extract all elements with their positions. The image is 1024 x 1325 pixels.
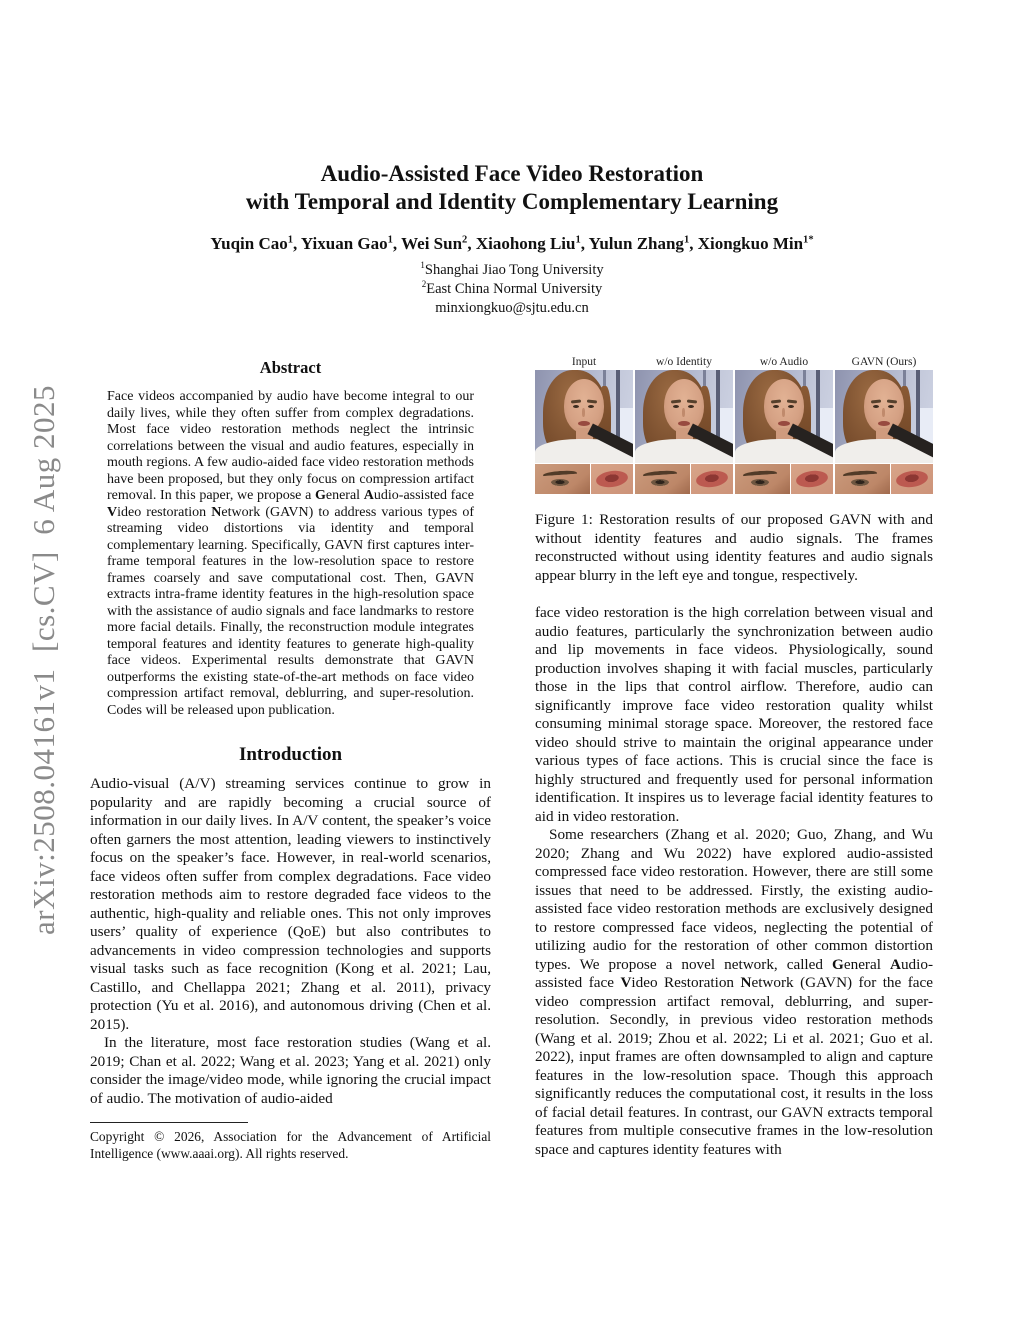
panel-label-wo-audio: w/o Audio — [759, 356, 809, 368]
figure-panel-gavn-ours — [835, 370, 933, 494]
figure-panel-input — [535, 370, 633, 494]
zoom-crops — [635, 464, 733, 494]
face-image — [735, 370, 833, 463]
right-column — [535, 356, 933, 1159]
panel-label-gavn-ours: GAVN (Ours) — [851, 356, 917, 368]
face-image — [835, 370, 933, 463]
zoom-crops — [835, 464, 933, 494]
zoom-crops — [535, 464, 633, 494]
paper-title — [0, 160, 1024, 216]
face-image — [535, 370, 633, 463]
body-paragraph-some-researchers: Some researchers (Zhang et al. 2020; Guo, Zhang, and Wu 2020; Zhang and Wu 2022) have explored audio-assisted compressed face video restoration. However, there are still some issues that need to be addressed. Firstly, the existing audio-assisted face video restoration methods are exclusively designed to restore compressed face videos, neglecting the potential of utilizing audio for the restoration of other common distortion types. We propose a novel network, called General Audio-assisted face Video Restoration Network (GAVN) for the face video compression artifact removal, deblurring, and super-resolution. Secondly, in previous video restoration methods (Wang et al. 2019; Zhou et al. 2022; Li et al. 2021; Guo et al. 2022), input frames are often downsampled to align and capture features in the low-resolution space. Though this approach significantly reduces the computational cost, it results in the loss of facial detail features. In contrast, our GAVN extracts temporal features from multiple consecutive frames in the low-resolution space and captures identity features with — [535, 826, 934, 1158]
paper-header — [0, 160, 1024, 318]
lip-crop — [591, 464, 633, 494]
zoom-crops — [735, 464, 833, 494]
abstract-text: Face videos accompanied by audio have become integral to our daily lives, while they often suffer from complex degradations. Most face video restoration methods neglect the intrinsic correlations between the visual and audio features, especially in mouth regions. A few audio-aided face video restoration methods have been proposed, but they only focus on compression artifact removal. In this paper, we propose a General Audio-assisted face Video restoration Network (GAVN) to address various types of streaming video distortions via identity and temporal complementary learning. Specifically, GAVN first captures inter-frame temporal features in the low-resolution space to restore frames coarsely and save computational cost. Then, GAVN extracts intra-frame identity features in the high-resolution space with the assistance of audio signals and face landmarks to restore more facial details. Finally, the reconstruction module integrates temporal features and identity features to generate high-quality face videos. Experimental results demonstrate that GAVN outperforms the existing state-of-the-art methods on face video compression artifact removal, deblurring, and super-resolution. Codes will be released upon publication. — [107, 389, 474, 718]
contact-email: minxiongkuo@sjtu.edu.cn — [435, 300, 589, 316]
authors-line: Yuqin Cao$^1$, Yixuan Gao$^1$, Wei Sun$^2$, Xiaohong Liu$^1$, Yulun Zhang$^1$, Xiongkuo Min$^{1*}$ — [210, 234, 814, 253]
eye-crop — [735, 464, 790, 494]
eye-crop — [635, 464, 690, 494]
arxiv-watermark: arXiv:2508.04161v1 [cs.CV] 6 Aug 2025 — [26, 385, 61, 935]
affiliation-1: $^1$Shanghai Jiao Tong University — [420, 260, 604, 278]
abstract-heading: Abstract — [259, 358, 322, 377]
figure-1-caption: Figure 1: Restoration results of our proposed GAVN with and without identity features and audio signals. The frames reconstructed without using identity features and audio signals appear blurry in the left eye and tongue, respectively. — [535, 511, 933, 584]
figure-1-labels — [535, 356, 933, 368]
figure-panel-wo-identity — [635, 370, 733, 494]
face-image — [635, 370, 733, 463]
lip-crop — [791, 464, 833, 494]
lip-crop — [691, 464, 733, 494]
paper-title-line2: with Temporal and Identity Complementary Learning — [245, 189, 779, 214]
copyright-footnote: Copyright © 2026, Association for the Advancement of Artificial Intelligence (www.aaai.org). All rights reserved. — [90, 1129, 491, 1161]
panel-label-wo-identity: w/o Identity — [656, 356, 712, 368]
affiliations — [0, 261, 1024, 318]
lip-crop — [891, 464, 933, 494]
figure-panel-wo-audio — [735, 370, 833, 494]
footnote-rule — [90, 1122, 248, 1123]
eye-crop — [835, 464, 890, 494]
body-paragraph-continuation: face video restoration is the high correlation between visual and audio features, particularly the synchronization between audio and lip movements in face videos. Physiologically, sound production involves shaping it with facial muscles, particularly those in the lips that control airflow. Therefore, audio can significantly improve face video restoration quality whilst consuming minimal storage space. Moreover, the restored face video should strive to maintain the original appearance under various types of face actions. This is crucial since the face is highly structured and frequently used for personal information identification. It inspires us to leverage facial identity features to aid in video restoration. — [535, 604, 933, 825]
footnote-block — [90, 1122, 491, 1163]
affiliation-2: $^2$East China Normal University — [421, 279, 603, 297]
panel-label-input: Input — [571, 356, 597, 368]
eye-crop — [535, 464, 590, 494]
paper-title-line1: Audio-Assisted Face Video Restoration — [320, 161, 704, 186]
intro-paragraph-1: Audio-visual (A/V) streaming services continue to grow in popularity and are rapidly becoming a crucial source of information in our daily lives. In A/V content, the speaker’s voice often garners the most attention, leading viewers to instinctively focus on the speaker’s face. However, in real-world scenarios, face videos often suffer from complex degradations. Face video restoration methods aim to restore degraded face videos to the authentic, high-quality and reliable ones. This not only improves users’ quality of experience (QoE) but also contributes to advancements in video compression technologies and supports visual tasks such as face recognition (Kong et al. 2021; Lau, Castillo, and Chellappa 2021; Zhang et al. 2011), privacy protection (Yu et al. 2016), and autonomous driving (Chen et al. 2015). — [90, 775, 491, 1033]
figure-1-images — [535, 370, 933, 494]
intro-paragraph-2: In the literature, most face restoration studies (Wang et al. 2019; Chan et al. 2022; Wang et al. 2023; Yang et al. 2021) only consider the image/video mode, while ignoring the crucial impact of audio. The motivation of audio-aided — [90, 1034, 491, 1107]
left-column — [90, 358, 491, 1163]
figure-1 — [535, 356, 933, 585]
introduction-heading: Introduction — [238, 744, 343, 765]
